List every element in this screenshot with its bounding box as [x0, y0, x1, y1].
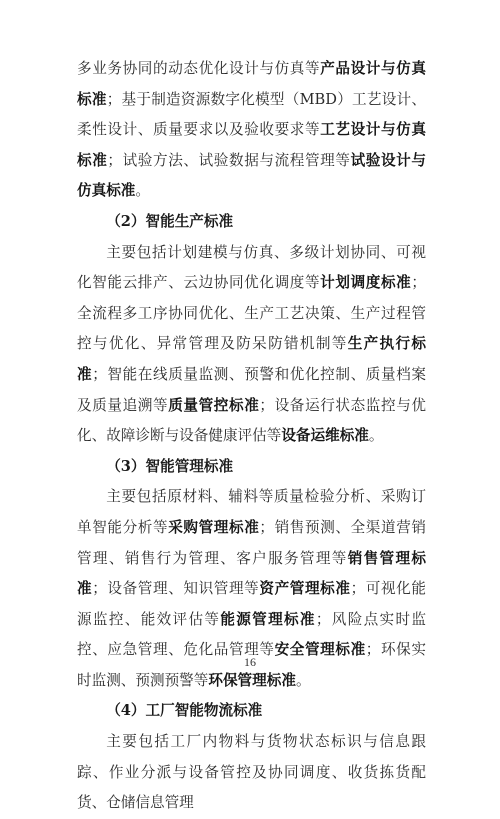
text-run: ；设备运行状态监控与优化、故障诊断与设备健康评估等 [77, 396, 426, 445]
text-run: （2）智能生产标准 [106, 212, 234, 230]
bold-term: 能源管理标准 [220, 610, 316, 628]
para-factory-logistics [77, 727, 426, 819]
page-number: 16 [244, 655, 256, 669]
text-run: ；全流程多工序协同优化、生产工艺决策、生产过程管控与优化、异常管理及防呆防错机制等 [77, 274, 426, 353]
text-run: 。 [135, 182, 150, 200]
body-text [77, 54, 426, 819]
para-smart-production [77, 238, 426, 452]
text-run: ；智能在线质量监测、预警和优化控制、质量档案及质量追溯等 [77, 365, 426, 414]
text-run: ；试验方法、试验数据与流程管理等 [107, 151, 351, 169]
bold-term: 资产管理标准 [259, 580, 351, 598]
bold-term: 质量管控标准 [168, 396, 260, 414]
bold-term: 设备运维标准 [281, 427, 369, 445]
bold-term: 试验设计与仿真标准 [77, 151, 426, 200]
text-run: ；基于制造资源数字化模型（MBD）工艺设计、柔性设计、质量要求以及验收要求等 [77, 90, 426, 139]
bold-term: 销售管理标准 [77, 549, 426, 598]
bold-term: 采购管理标准 [168, 518, 260, 536]
heading-factory-logistics [77, 696, 426, 727]
heading-smart-management [77, 452, 426, 483]
bold-term: 生产执行标准 [77, 335, 426, 383]
text-run: 。 [295, 671, 311, 689]
text-run: ；可视化能源监控、能效评估等 [77, 580, 426, 628]
para-product-design-cont [77, 54, 426, 207]
bold-term: 计划调度标准 [320, 274, 412, 292]
text-run: 多业务协同的动态优化设计与仿真等 [77, 60, 321, 77]
text-run: ；销售预测、全渠道营销管理、销售行为管理、客户服务管理等 [77, 518, 426, 567]
bold-term: 工艺设计与仿真标准 [77, 121, 426, 169]
bold-term: 安全管理标准 [274, 641, 366, 659]
bold-term: 环保管理标准 [208, 671, 296, 689]
text-run: （3）智能管理标准 [106, 457, 234, 475]
heading-smart-production [77, 207, 426, 238]
text-run: 主要包括工厂内物料与货物状态标识与信息跟踪、作业分派与设备管控及协同调度、收货拣货配货、仓储信息管理 [77, 733, 426, 812]
text-run: ；设备管理、知识管理等 [92, 580, 260, 598]
bold-term: 产品设计与仿真标准 [77, 60, 426, 108]
text-run: 主要包括计划建模与仿真、多级计划协同、可视化智能云排产、云边协同优化调度等 [77, 243, 426, 292]
text-run: ；环保实时监测、预测预警等 [77, 641, 426, 689]
text-run: 。 [368, 427, 384, 445]
text-run: ；风险点实时监控、应急管理、危化品管理等 [77, 610, 426, 659]
text-run: 主要包括原材料、辅料等质量检验分析、采购订单智能分析等 [77, 488, 426, 536]
text-run: （4）工厂智能物流标准 [106, 702, 263, 720]
